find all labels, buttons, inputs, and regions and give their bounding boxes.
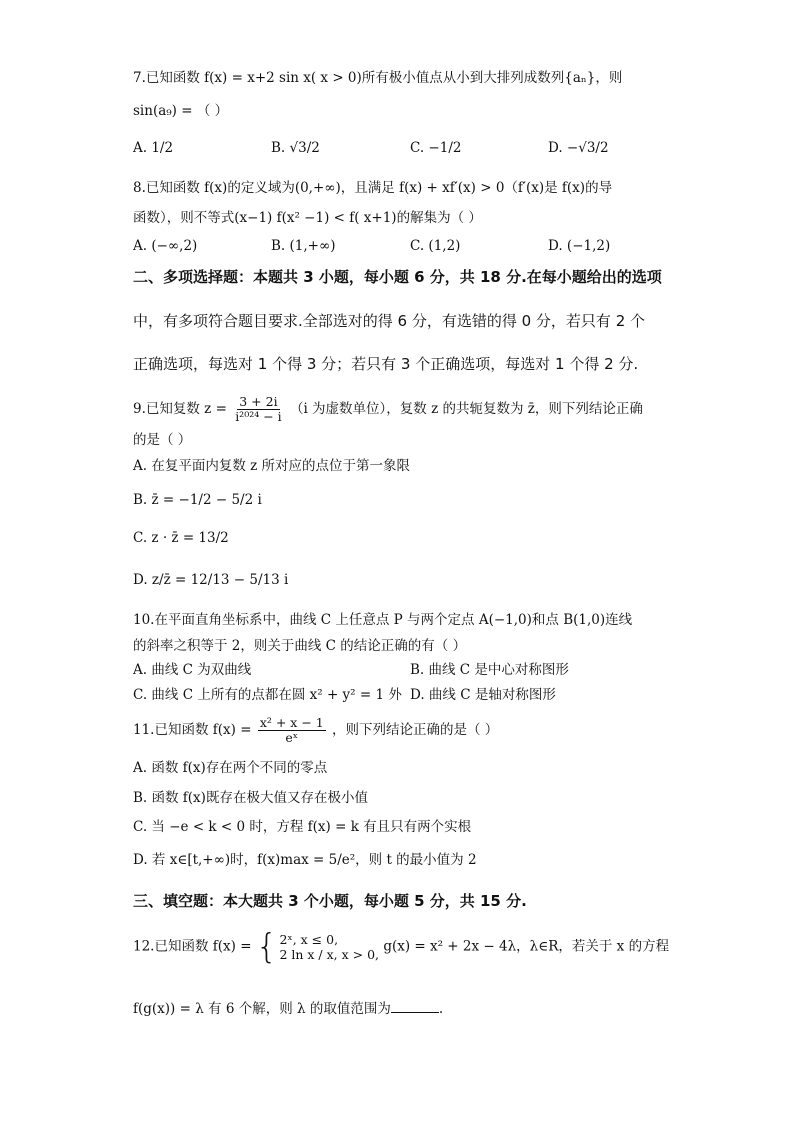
q7-option-b: B. √3/2 [271,140,320,156]
q10-option-c: C. 曲线 C 上所有的点都在圆 x² + y² = 1 外 [133,687,402,703]
section2-line1: 二、多项选择题：本题共 3 小题，每小题 6 分，共 18 分.在每小题给出的选项 [133,268,662,286]
q10-line1: 10.在平面直角坐标系中，曲线 C 上任意点 P 与两个定点 A(−1,0)和点 B(1,0)连线 [133,612,633,628]
q9-option-d: D. z/z̄ = 12/13 − 5/13 i [133,572,289,588]
q11-option-b: B. 函数 f(x)既存在极大值又存在极小值 [133,790,368,806]
q8-option-c: C. (1,2) [410,238,461,254]
q8-option-a: A. (−∞,2) [133,238,198,254]
q11-fraction: $\frac{\text{x² + x − 1}}{\text{eˣ}}$ [259,715,324,745]
q8-option-b: B. (1,+∞) [271,238,336,254]
q9-option-a: A. 在复平面内复数 z 所对应的点位于第一象限 [133,458,411,474]
q9-option-b: B. z̄ = −1/2 − 5/2 i [133,492,262,508]
q12-line1: 12.已知函数 f(x) = { 2ˣ, x ≤ 0, 2 ln x / x, x > 0, g(x) = x² + 2x − 4λ，λ∈R，若关于 x 的方程 [133,927,670,967]
q7-option-c: C. −1/2 [410,140,462,156]
section3-line1: 三、填空题：本大题共 3 个小题，每小题 5 分，共 15 分. [133,892,527,910]
q10-line2: 的斜率之积等于 2，则关于曲线 C 的结论正确的有（ ） [133,638,467,654]
q7-option-d: D. −√3/2 [548,140,609,156]
answer-blank[interactable] [391,1000,439,1013]
q12-line2: f(g(x)) = λ 有 6 个解，则 λ 的取值范围为 . [133,1001,444,1017]
q11-option-c: C. 当 −e < k < 0 时，方程 f(x) = k 有且只有两个实根 [133,819,472,835]
q8-option-d: D. (−1,2) [548,238,611,254]
q8-line1: 8.已知函数 f(x)的定义域为(0,+∞)，且满足 f(x) + xf′(x) > 0（f′(x)是 f(x)的导 [133,180,613,196]
section2-line2: 中，有多项符合题目要求.全部选对的得 6 分，有选错的得 0 分，若只有 2 个 [133,312,646,330]
q7-line1: 7.已知函数 f(x) = x+2 sin x( x > 0)所有极小值点从小到大排列成数列{aₙ}，则 [133,70,623,86]
q9-line1: 9.已知复数 z = $\frac{3 + 2i}{\text{i²⁰²⁴ − i}}$ （i 为虚数单位），复数 z 的共轭复数为 z̄，则下列结论正确 [133,394,643,424]
q11-line1: 11.已知函数 f(x) = $\frac{\text{x² + x − 1}}{\text{eˣ}}$ ，则下列结论正确的是（ ） [133,715,499,745]
q12-piecewise: { 2ˣ, x ≤ 0, 2 ln x / x, x > 0, [255,927,380,967]
q11-option-a: A. 函数 f(x)存在两个不同的零点 [133,760,328,776]
q9-line2: 的是（ ） [133,432,192,448]
q7-line2: sin(a₉) = （ ） [133,103,229,119]
q10-option-b: B. 曲线 C 是中心对称图形 [410,662,569,678]
q8-line2: 函数），则不等式(x−1) f(x² −1) < f( x+1)的解集为（ ） [133,210,482,226]
q11-option-d: D. 若 x∈[t,+∞)时，f(x)max = 5/e²，则 t 的最小值为 2 [133,852,477,868]
q9-option-c: C. z · z̄ = 13/2 [133,530,229,546]
q9-fraction: $\frac{3 + 2i}{\text{i²⁰²⁴ − i}}$ [235,394,282,424]
q10-option-a: A. 曲线 C 为双曲线 [133,662,252,678]
q7-option-a: A. 1/2 [133,140,174,156]
section2-line3: 正确选项，每选对 1 个得 3 分；若只有 3 个正确选项，每选对 1 个得 2 分. [133,355,639,373]
q10-option-d: D. 曲线 C 是轴对称图形 [410,687,556,703]
